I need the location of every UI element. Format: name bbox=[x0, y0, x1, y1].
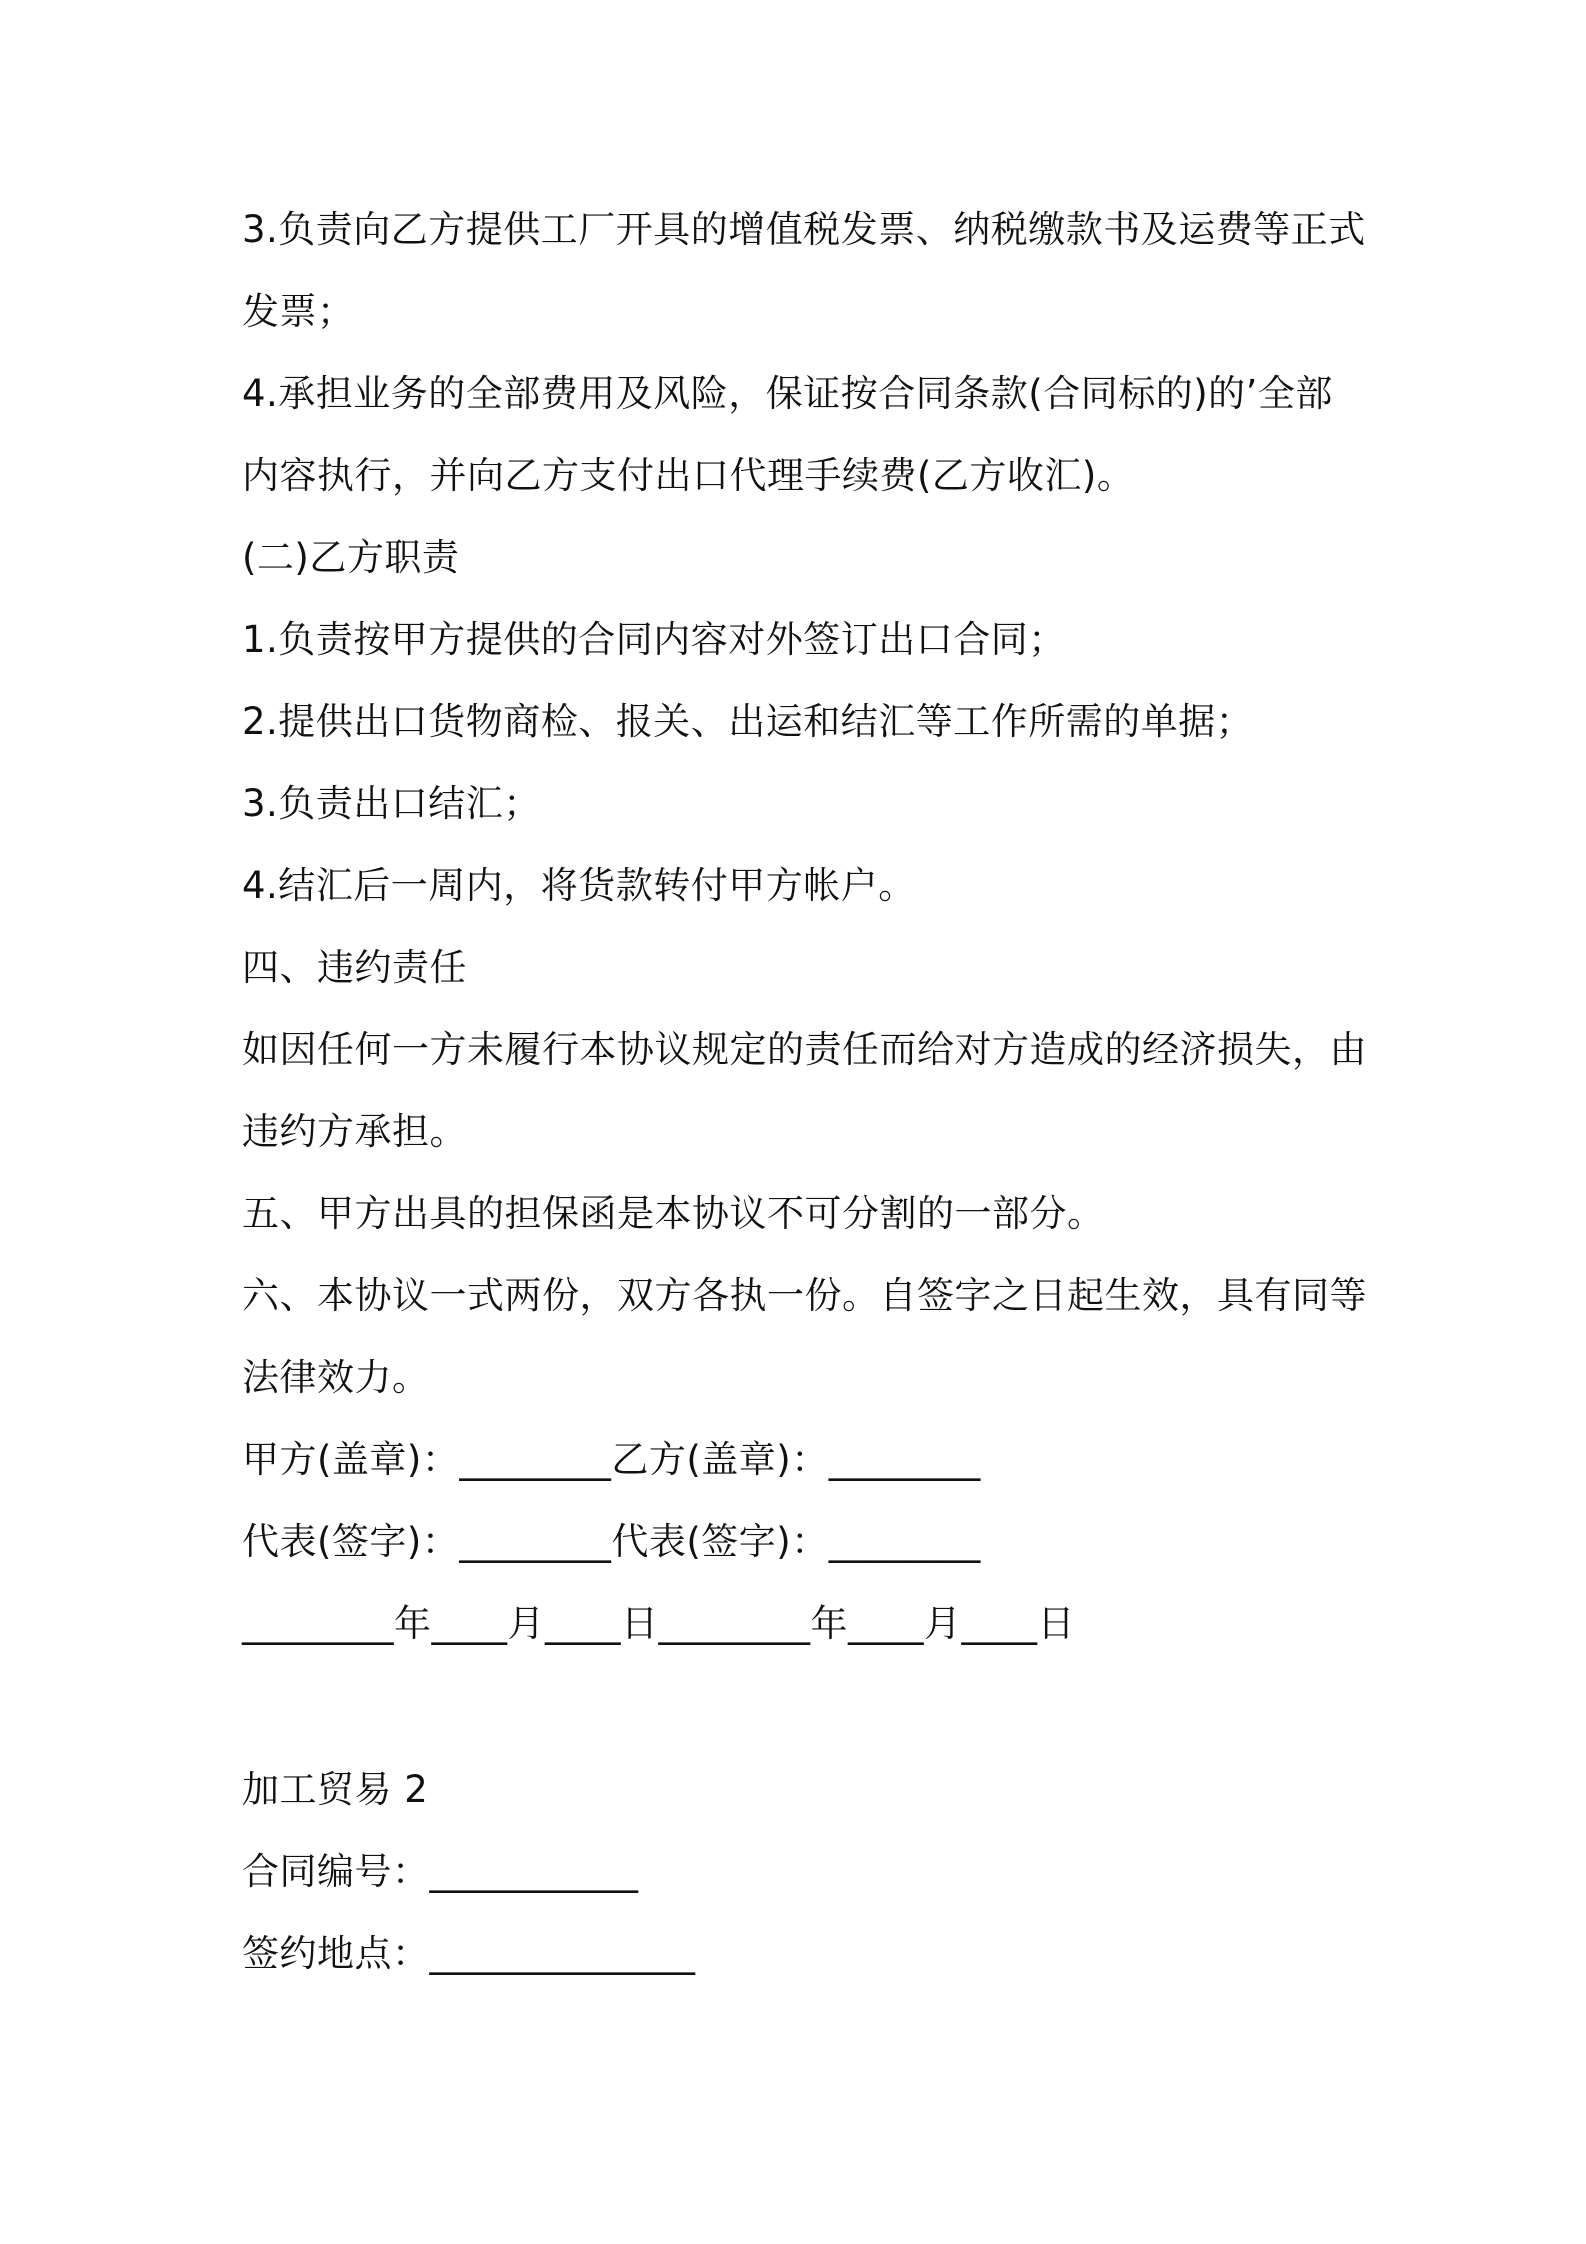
clause-a3-line1: 3.负责向乙方提供工厂开具的增值税发票、纳税缴款书及运费等正式 bbox=[242, 208, 1366, 251]
signing-place-line: 签约地点：______________ bbox=[242, 1932, 696, 1975]
section-6-line2: 法律效力。 bbox=[242, 1356, 430, 1399]
clause-b2: 2.提供出口货物商检、报关、出运和结汇等工作所需的单据； bbox=[242, 700, 1254, 743]
contract-2-title: 加工贸易 2 bbox=[242, 1768, 429, 1811]
section-6-line1: 六、本协议一式两份，双方各执一份。自签字之日起生效，具有同等 bbox=[242, 1274, 1367, 1317]
signature-line: 代表(签字)：________代表(签字)：________ bbox=[242, 1520, 981, 1563]
clause-a4-line1: 4.承担业务的全部费用及风险，保证按合同条款(合同标的)的’全部 bbox=[242, 372, 1333, 415]
clause-b4: 4.结汇后一周内，将货款转付甲方帐户。 bbox=[242, 864, 916, 907]
clause-a4-line2: 内容执行，并向乙方支付出口代理手续费(乙方收汇)。 bbox=[242, 454, 1135, 497]
clause-a3-line2: 发票； bbox=[242, 290, 355, 333]
section-party-b-heading: (二)乙方职责 bbox=[242, 536, 460, 579]
seal-line: 甲方(盖章)：________乙方(盖章)：________ bbox=[242, 1438, 981, 1481]
breach-line2: 违约方承担。 bbox=[242, 1110, 467, 1153]
breach-line1: 如因任何一方未履行本协议规定的责任而给对方造成的经济损失，由 bbox=[242, 1028, 1367, 1071]
clause-b1: 1.负责按甲方提供的合同内容对外签订出口合同； bbox=[242, 618, 1066, 661]
section-5: 五、甲方出具的担保函是本协议不可分割的一部分。 bbox=[242, 1192, 1105, 1235]
clause-b3: 3.负责出口结汇； bbox=[242, 782, 541, 825]
date-line: ________年____月____日________年____月____日 bbox=[242, 1602, 1075, 1645]
section-4-heading: 四、违约责任 bbox=[242, 946, 467, 989]
contract-number-line: 合同编号：___________ bbox=[242, 1850, 639, 1893]
